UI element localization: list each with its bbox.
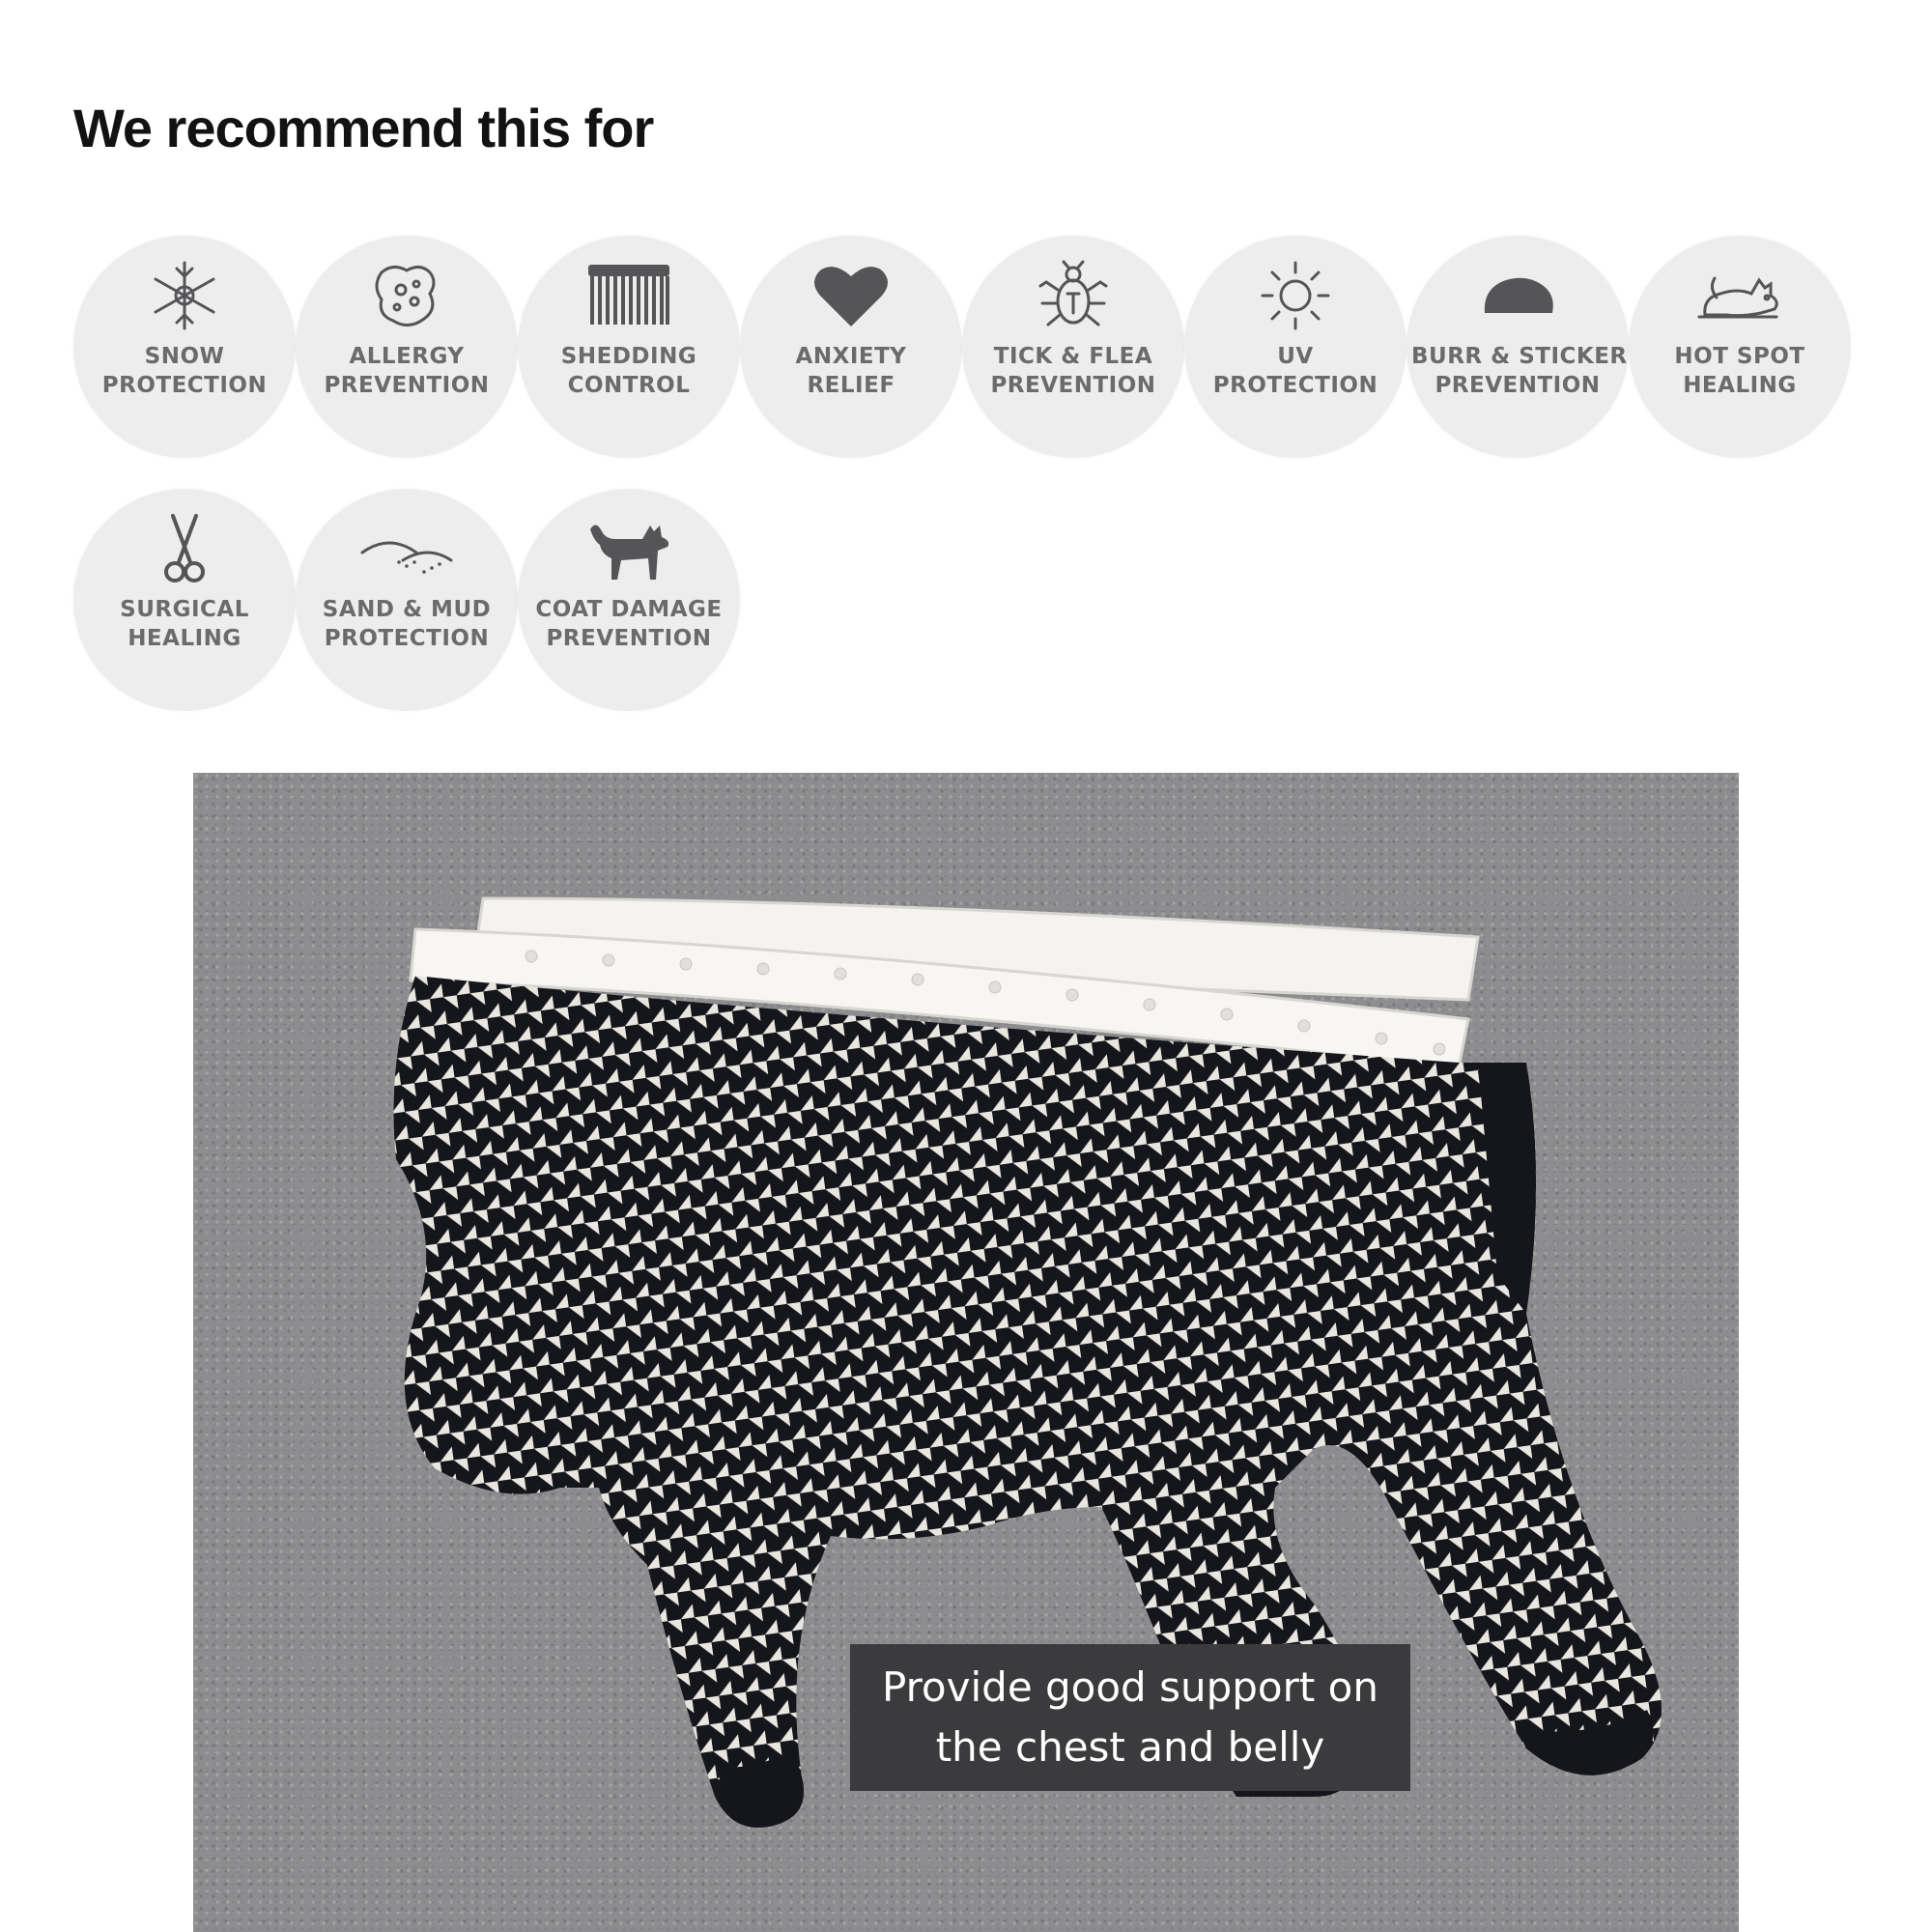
badge-label-line2: CONTROL <box>567 373 691 398</box>
resting-dog-icon <box>1693 259 1786 332</box>
badge-snow-protection <box>73 236 296 458</box>
badge-label-line2: PREVENTION <box>546 626 712 651</box>
badge-label-line1: UV <box>1277 344 1314 369</box>
badge-label-line2: PREVENTION <box>324 373 490 398</box>
badge-label-line1: HOT SPOT <box>1674 344 1805 369</box>
badge-label-line1: COAT DAMAGE <box>535 597 723 622</box>
section-heading: We recommend this for <box>73 98 654 158</box>
badge-label-line1: BURR & STICKER <box>1411 344 1628 369</box>
heart-icon <box>805 259 897 332</box>
badge-label-line2: PROTECTION <box>324 626 490 651</box>
caption-line2: the chest and belly <box>935 1723 1325 1771</box>
badge-label-line1: SHEDDING <box>560 344 697 369</box>
recommendation-badges <box>73 236 1861 719</box>
badge-burr-sticker-prevention <box>1406 236 1629 458</box>
badge-tick-flea-prevention <box>962 236 1184 458</box>
caption-line1: Provide good support on <box>882 1663 1378 1711</box>
photo-caption <box>850 1644 1410 1791</box>
badge-label-line2: RELIEF <box>807 373 895 398</box>
snowflake-icon <box>138 259 231 332</box>
dog-silhouette-icon <box>582 512 675 585</box>
badge-sand-mud-protection <box>296 489 518 711</box>
badge-label-line2: PREVENTION <box>990 373 1156 398</box>
sun-icon <box>1249 259 1342 332</box>
badge-hot-spot-healing <box>1629 236 1851 458</box>
badge-label-line2: PREVENTION <box>1435 373 1601 398</box>
badge-label-line1: ANXIETY <box>795 344 907 369</box>
badge-allergy-prevention <box>296 236 518 458</box>
comb-icon <box>582 259 675 332</box>
tick-bug-icon <box>1027 259 1120 332</box>
badge-label-line2: PROTECTION <box>1212 373 1378 398</box>
badge-label-line2: HEALING <box>128 626 242 651</box>
badge-label-line1: TICK & FLEA <box>993 344 1153 369</box>
badge-shedding-control <box>518 236 740 458</box>
badge-label-line2: PROTECTION <box>101 373 268 398</box>
badge-coat-damage-prevention <box>518 489 740 711</box>
badge-label-line1: SNOW <box>144 344 225 369</box>
burr-icon <box>1471 259 1564 332</box>
allergy-cell-icon <box>360 259 453 332</box>
badge-surgical-healing <box>73 489 296 711</box>
badge-uv-protection <box>1184 236 1406 458</box>
sand-mud-icon <box>360 512 453 585</box>
badge-label-line1: SAND & MUD <box>322 597 492 622</box>
badge-label-line2: HEALING <box>1683 373 1797 398</box>
badge-anxiety-relief <box>740 236 962 458</box>
badge-label-line1: ALLERGY <box>349 344 465 369</box>
scissors-icon <box>138 512 231 585</box>
badge-label-line1: SURGICAL <box>120 597 249 622</box>
